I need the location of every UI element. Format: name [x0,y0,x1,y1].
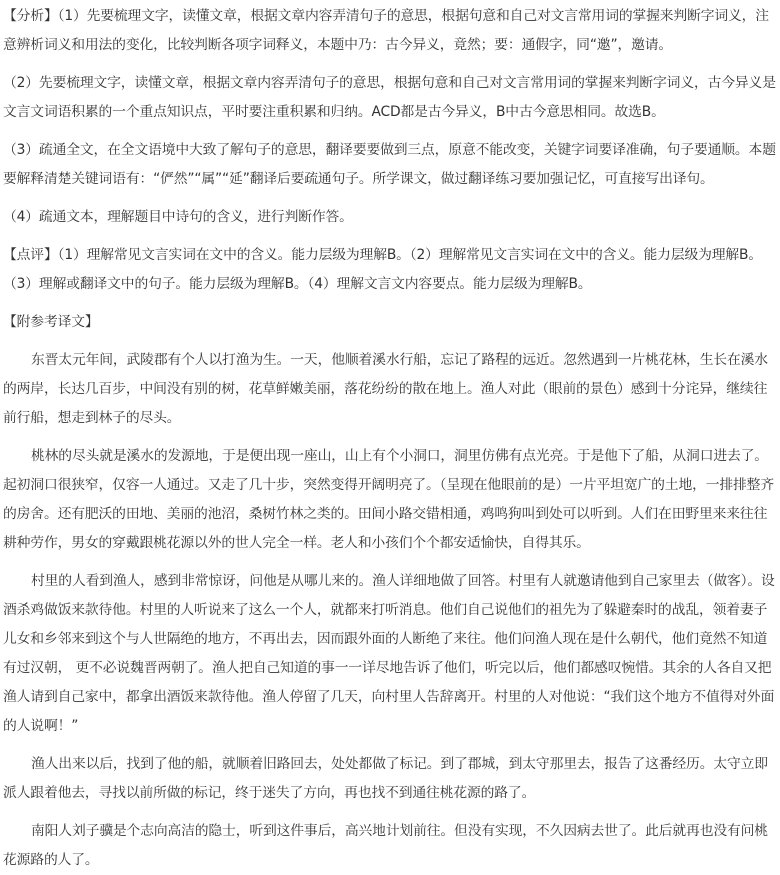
translation-heading: 【附参考译文】 [3,314,99,330]
translation-paragraph-5: 南阳人刘子骥是个志向高洁的隐士，听到这件事后，高兴地计划前往。但没有实现，不久因病去世了。此后就再也没有问桃花源路的人了。 [3,823,768,868]
translation-paragraph-1: 东晋太元年间，武陵郡有个人以打渔为生。一天，他顺着溪水行船，忘记了路程的远近。忽然遇到一片桃花林，生长在溪水的两岸，长达几百步，中间没有别的树，花草鲜嫩美丽，落花纷纷的散在地上。渔人对此（眼前的景色）感到十分诧异，继续往前行船，想走到林子的尽头。 [3,352,768,426]
analysis-tag: 【分析】 [3,8,58,24]
comment-text: （1）理解常见文言实词在文中的含义。能力层级为理解B。（2）理解常见文言实词在文中的含义。能力层级为理解B。（3）理解或翻译文中的句子。能力层级为理解B。（4）理解文言文内容要点。能力层级为理解B。 [3,247,763,292]
analysis-paragraph-4: （4）疏通文本，理解题目中诗句的含义，进行判断作答。 [3,209,353,225]
translation-paragraph-3: 村里的人看到渔人，感到非常惊讶，问他是从哪儿来的。渔人详细地做了回答。村里有人就邀请他到自己家里去（做客）。设酒杀鸡做饭来款待他。村里的人听说来了这么一个人，就都来打听消息。他们自己说他们的祖先为了躲避秦时的战乱，领着妻子儿女和乡邻来到这个与人世隔绝的地方，不再出去，因而跟外面的人断绝了来往。他们问渔人现在是什么朝代，他们竟然不知道有过汉朝， 更不必说魏晋两朝了。渔人把自己知道的事一一详尽地告诉了他们，听完以后，他们都感叹惋惜。其余的人各自又把渔人请到自己家中，都拿出酒饭来款待他。渔人停留了几天，向村里人告辞离开。村里的人对他说：“我们这个地方不值得对外面的人说啊！” [3,573,775,734]
comment-paragraph [3,241,776,299]
analysis-paragraph-1 [3,2,776,60]
analysis-text-1: （1）先要梳理文字，读懂文章，根据文章内容弄清句子的意思，根据句意和自己对文言常用词的掌握来判断字词义，注意辨析词义和用法的变化，比较判断各项字词释义，本题中乃：古今异义，竟然；要：通假字，同“邀”，邀请。 [3,8,769,53]
translation-paragraph-4: 渔人出来以后，找到了他的船，就顺着旧路回去，处处都做了标记。到了郡城，到太守那里去，报告了这番经历。太守立即派人跟着他去，寻找以前所做的标记，终于迷失了方向，再也找不到通往桃花源的路了。 [3,756,768,801]
analysis-paragraph-3: （3）疏通全文，在全文语境中大致了解句子的意思，翻译要要做到三点，原意不能改变，关键字词要译准确，句子要通顺。本题要解释清楚关键词语有：“俨然”“属”“延”翻译后要疏通句子。所学课文，做过翻译练习要加强记忆，可直接写出译句。 [3,142,776,187]
translation-paragraph-2: 桃林的尽头就是溪水的发源地，于是便出现一座山，山上有个小洞口，洞里仿佛有点光亮。于是他下了船，从洞口进去了。起初洞口很狭窄，仅容一人通过。又走了几十步，突然变得开阔明亮了。（呈现在他眼前的是）一片平坦宽广的土地，一排排整齐的房舍。还有肥沃的田地、美丽的池沼，桑树竹林之类的。田间小路交错相通，鸡鸣狗叫到处可以听到。人们在田野里来来往往耕种劳作，男女的穿戴跟桃花源以外的世人完全一样。老人和小孩们个个都安适愉快，自得其乐。 [3,448,774,551]
analysis-paragraph-2: （2）先要梳理文字，读懂文章，根据文章内容弄清句子的意思，根据句意和自己对文言常用词的掌握来判断字词义，古今异义是文言文词语积累的一个重点知识点，平时要注重积累和归纳。ACD都是古今异义，B中古今意思相同。故选B。 [3,75,776,120]
comment-tag: 【点评】 [3,247,58,263]
